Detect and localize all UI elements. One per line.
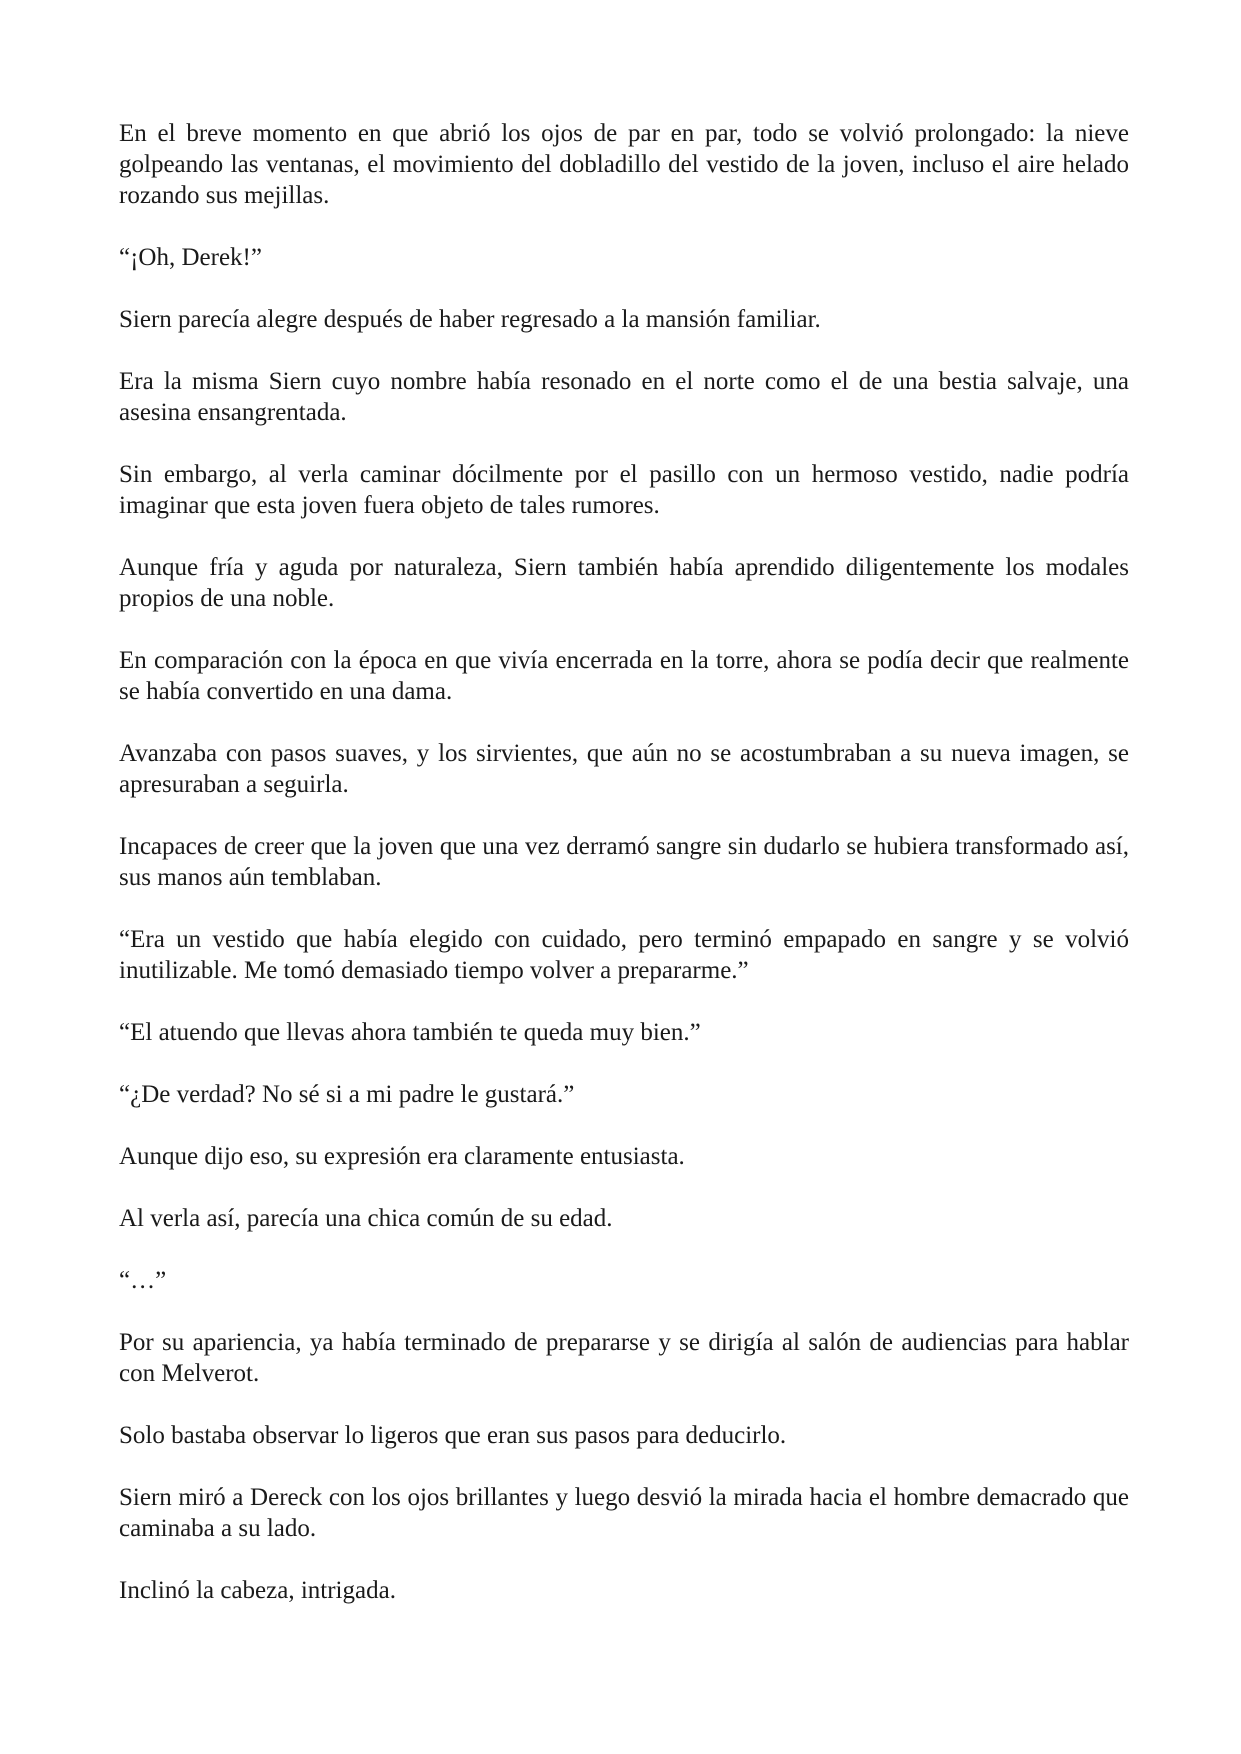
paragraph: Al verla así, parecía una chica común de su edad. (119, 1205, 613, 1232)
paragraph: Incapaces de creer que la joven que una vez derramó sangre sin dudarlo se hubiera transformado así, sus manos aún temblaban. (119, 833, 1129, 891)
paragraph: Aunque dijo eso, su expresión era claramente entusiasta. (119, 1143, 685, 1170)
paragraph: Aunque fría y aguda por naturaleza, Siern también había aprendido diligentemente los modales propios de una noble. (119, 554, 1129, 612)
paragraph: En comparación con la época en que vivía encerrada en la torre, ahora se podía decir que realmente se había convertido en una dama. (119, 647, 1129, 705)
paragraph: Solo bastaba observar lo ligeros que eran sus pasos para deducirlo. (119, 1422, 787, 1449)
paragraph: Sin embargo, al verla caminar dócilmente por el pasillo con un hermoso vestido, nadie podría imaginar que esta joven fuera objeto de tales rumores. (119, 461, 1129, 519)
paragraph: Siern miró a Dereck con los ojos brillantes y luego desvió la mirada hacia el hombre demacrado que caminaba a su lado. (119, 1484, 1129, 1542)
paragraph: Era la misma Siern cuyo nombre había resonado en el norte como el de una bestia salvaje, una asesina ensangrentada. (119, 368, 1129, 426)
paragraph: “Era un vestido que había elegido con cuidado, pero terminó empapado en sangre y se volvió inutilizable. Me tomó demasiado tiempo volver a prepararme.” (119, 926, 1129, 984)
paragraph: “¡Oh, Derek!” (119, 244, 262, 271)
paragraph: Inclinó la cabeza, intrigada. (119, 1577, 396, 1604)
paragraph: Avanzaba con pasos suaves, y los sirvientes, que aún no se acostumbraban a su nueva imagen, se apresuraban a seguirla. (119, 740, 1129, 798)
paragraph: Por su apariencia, ya había terminado de prepararse y se dirigía al salón de audiencias para hablar con Melverot. (119, 1329, 1129, 1387)
paragraph: Siern parecía alegre después de haber regresado a la mansión familiar. (119, 306, 821, 333)
paragraph: “…” (119, 1267, 167, 1294)
body-text (119, 118, 1129, 1637)
paragraph: En el breve momento en que abrió los ojos de par en par, todo se volvió prolongado: la nieve golpeando las ventanas, el movimiento del dobladillo del vestido de la joven, incluso el aire helado rozando sus mejillas. (119, 120, 1129, 209)
paragraph: “¿De verdad? No sé si a mi padre le gustará.” (119, 1081, 575, 1108)
paragraph: “El atuendo que llevas ahora también te queda muy bien.” (119, 1019, 701, 1046)
